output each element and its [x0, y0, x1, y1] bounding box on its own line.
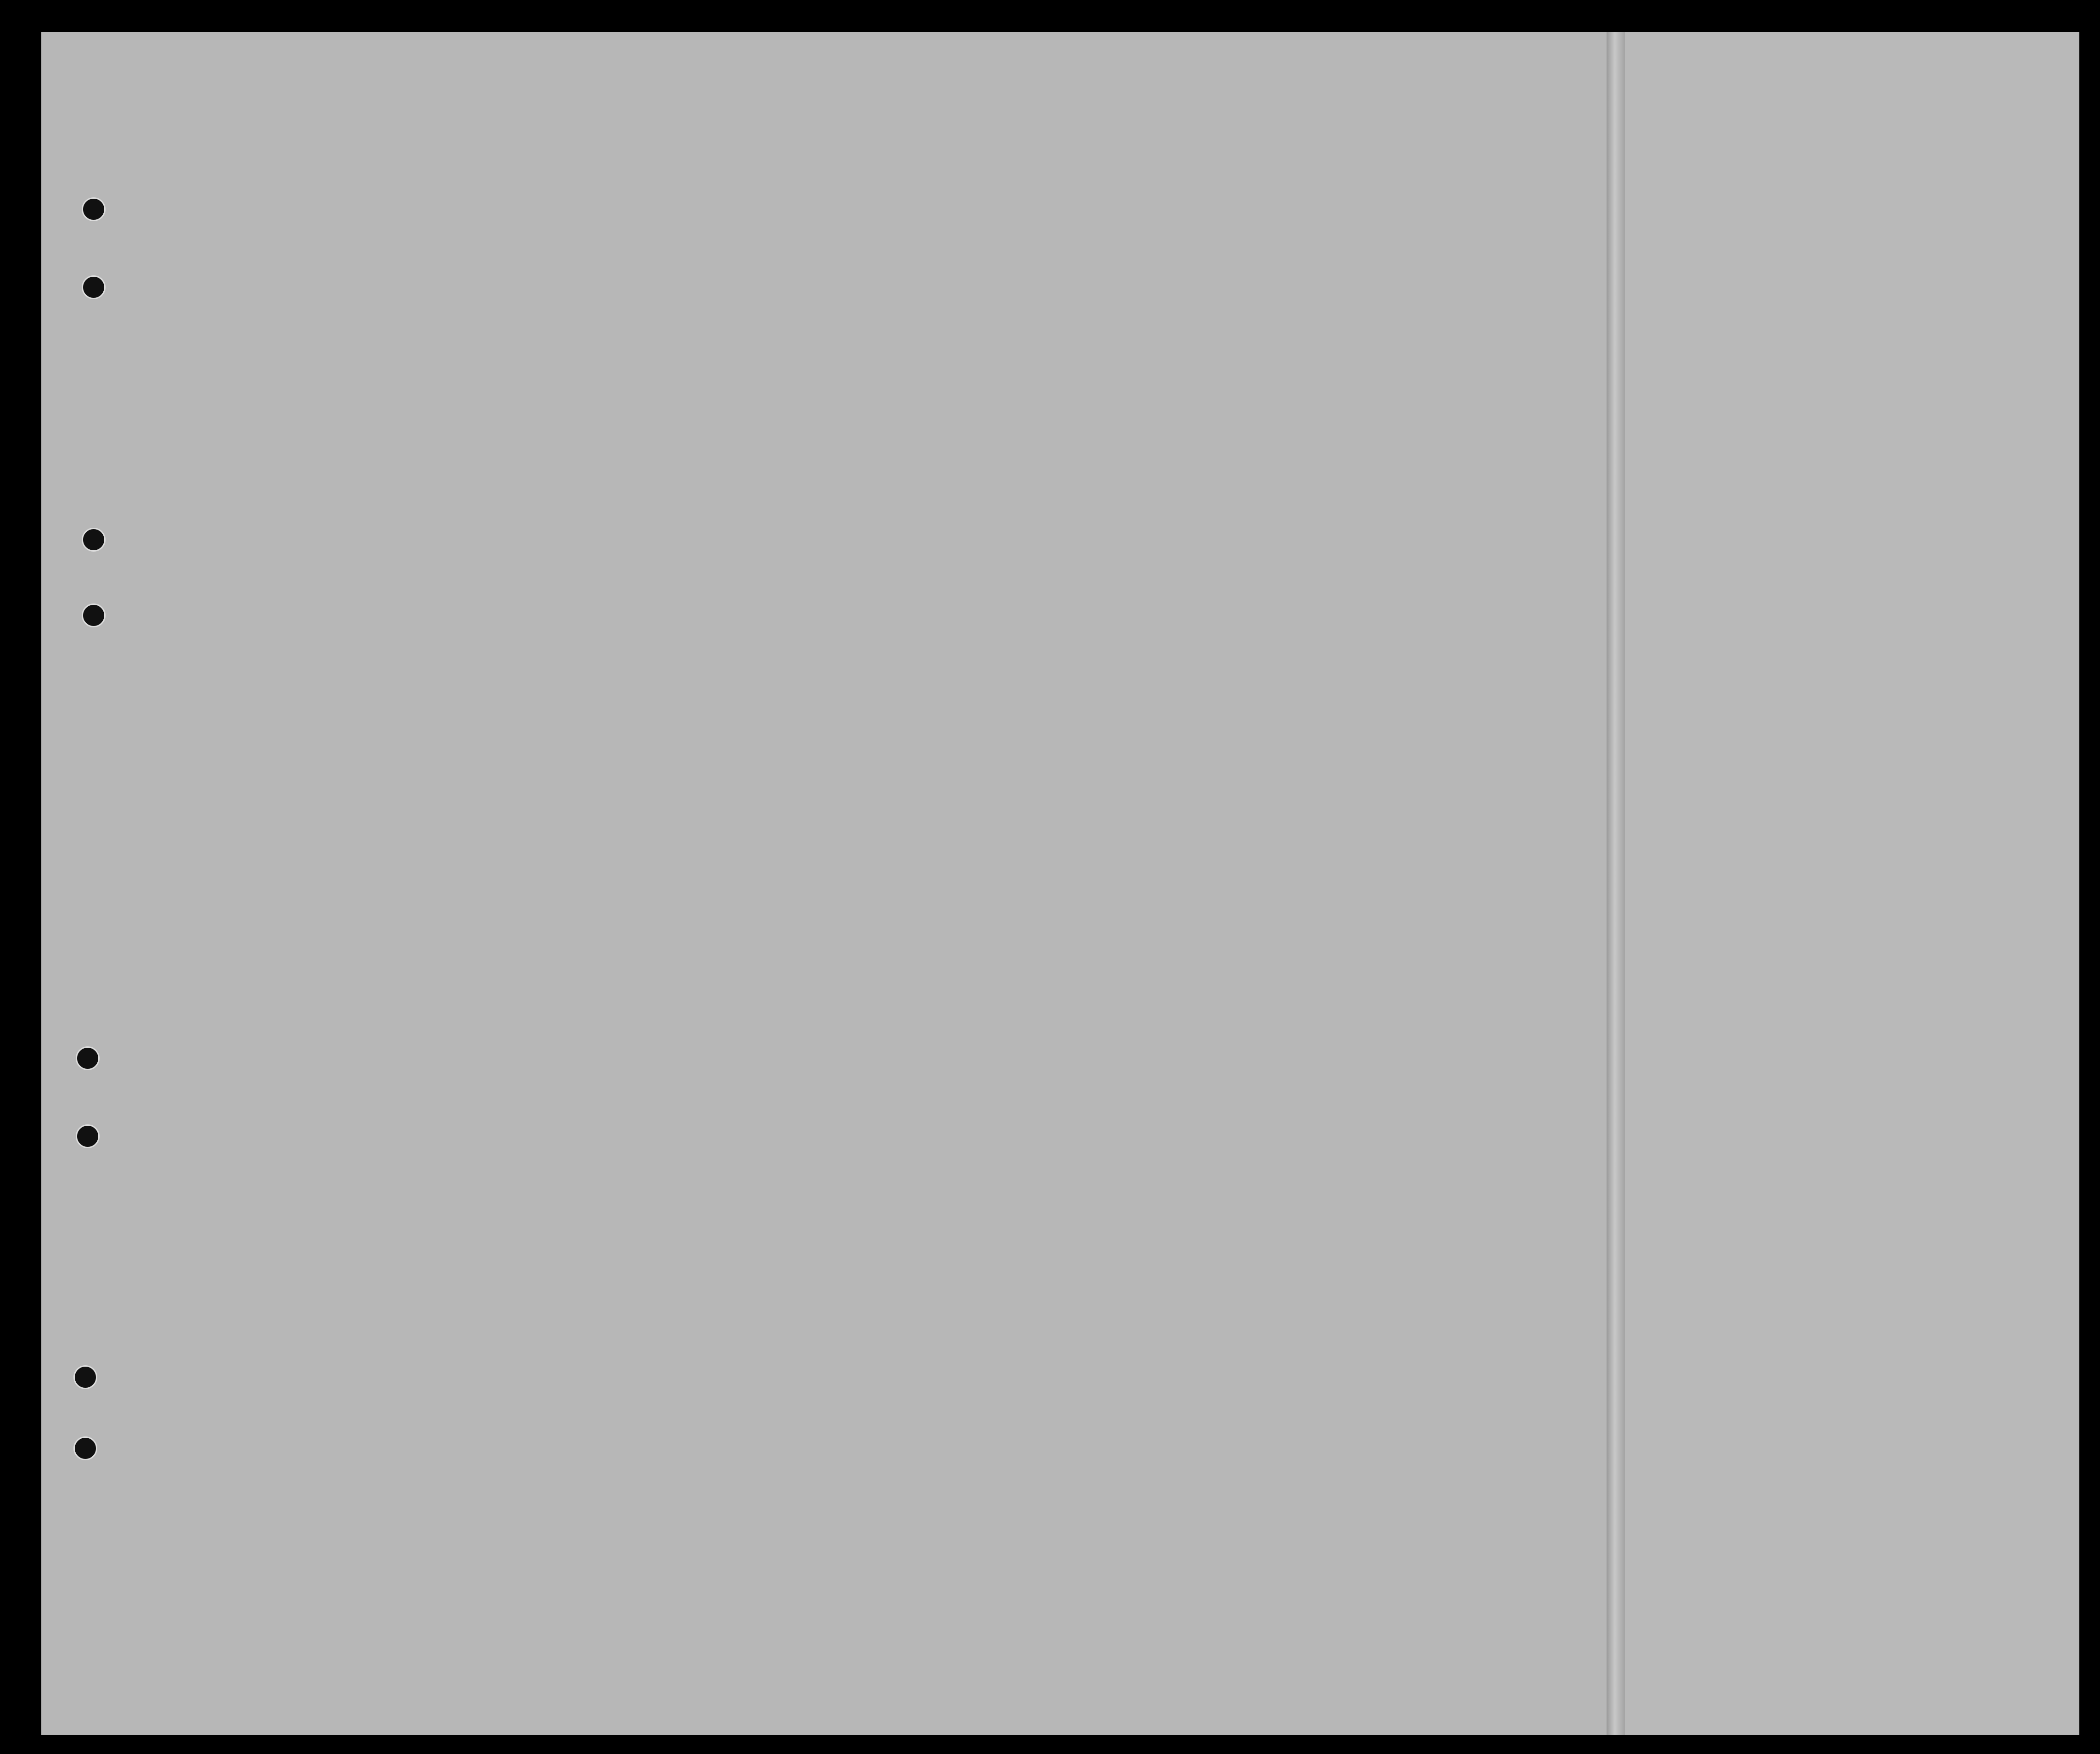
binder-hole	[73, 1436, 97, 1460]
binder-hole	[76, 1046, 100, 1070]
binder-hole	[82, 603, 106, 627]
binder-hole	[73, 1365, 97, 1389]
binder-hole	[82, 528, 106, 552]
binder-hole	[76, 1124, 100, 1148]
binder-hole	[82, 275, 106, 299]
ruled-grid	[41, 32, 2079, 1735]
manifest-sheet	[41, 32, 2079, 1735]
binder-hole	[82, 197, 106, 221]
